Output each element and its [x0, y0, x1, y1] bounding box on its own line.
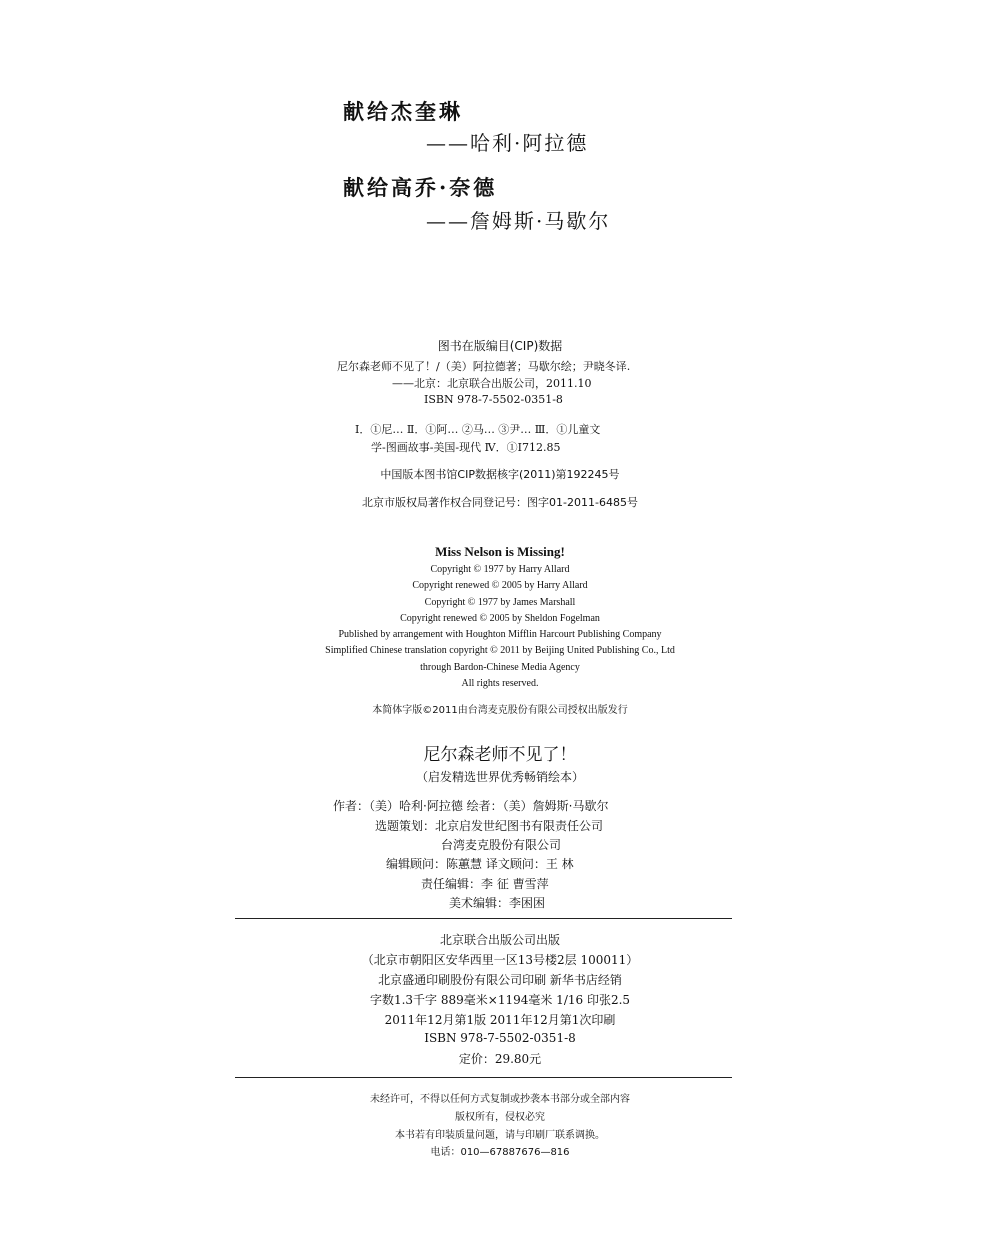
dedication-line-2: 献给高乔·奈德 [343, 175, 498, 200]
credit-line: 台湾麦克股份有限公司 [441, 838, 562, 852]
cip-verification: 中国版本图书馆CIP数据核字(2011)第192245号 [380, 468, 620, 481]
dedication-signature-1: ——哈利·阿拉德 [426, 131, 589, 155]
credit-line: 责任编辑：李 征 曹雪萍 [421, 877, 549, 891]
credit-line: 编辑顾问：陈蕙慧 译文顾问：王 林 [386, 857, 574, 871]
publishing-line: 北京联合出版公司出版 [439, 933, 560, 947]
cip-heading: 图书在版编目(CIP)数据 [437, 339, 563, 353]
english-copyright-line: Copyright renewed © 2005 by Harry Allard [412, 580, 588, 591]
english-copyright-line: Simplified Chinese translation copyright © 2011 by Beijing United Publishing Co., Ltd [325, 645, 675, 656]
notice-line: 本书若有印装质量问题，请与印刷厂联系调换。 [395, 1130, 605, 1141]
notice-line: 版权所有，侵权必究 [455, 1112, 545, 1123]
notice-line: 电话：010—67887676—816 [430, 1147, 570, 1158]
divider [235, 1077, 732, 1078]
publishing-line: 字数1.3千字 889毫米×1194毫米 1/16 印张2.5 [369, 993, 631, 1007]
english-copyright-line: through Bardon-Chinese Media Agency [420, 662, 580, 673]
cip-record-line: ISBN 978-7-5502-0351-8 [424, 393, 563, 406]
english-copyright-line: Copyright renewed © 2005 by Sheldon Fogelman [400, 613, 600, 624]
publishing-line: 北京盛通印刷股份有限公司印刷 新华书店经销 [378, 973, 622, 987]
english-copyright-line: Copyright © 1977 by Harry Allard [430, 564, 570, 575]
publishing-line: （北京市朝阳区安华西里一区13号楼2层 100011） [361, 953, 639, 967]
cip-class-line: 学-图画故事-美国-现代 Ⅳ．①I712.85 [371, 441, 561, 454]
cip-record-line: 尼尔森老师不见了！/（美）阿拉德著；马歇尔绘；尹晓冬译. [337, 360, 631, 373]
english-copyright-line: Copyright © 1977 by James Marshall [424, 597, 576, 608]
publishing-line: 2011年12月第1版 2011年12月第1次印刷 [384, 1013, 616, 1027]
credit-line: 作者：（美）哈利·阿拉德 绘者：（美）詹姆斯·马歇尔 [333, 799, 609, 813]
dedication-signature-2: ——詹姆斯·马歇尔 [426, 209, 611, 233]
license-note: 本简体字版©2011由台湾麦克股份有限公司授权出版发行 [372, 705, 628, 716]
cip-record-line: ——北京：北京联合出版公司，2011.10 [392, 377, 592, 390]
divider [235, 918, 732, 919]
publishing-line: ISBN 978-7-5502-0351-8 [424, 1031, 576, 1045]
credit-line: 选题策划：北京启发世纪图书有限责任公司 [375, 819, 604, 833]
publishing-line: 定价：29.80元 [458, 1052, 542, 1066]
english-title: Miss Nelson is Missing! [435, 544, 565, 559]
cip-class-line: Ⅰ．①尼… Ⅱ．①阿… ②马… ③尹… Ⅲ．①儿童文 [355, 423, 601, 436]
dedication-line-1: 献给杰奎琳 [343, 99, 463, 124]
book-title: 尼尔森老师不见了！ [423, 745, 577, 765]
english-copyright-line: All rights reserved. [461, 678, 539, 689]
notice-line: 未经许可，不得以任何方式复制或抄袭本书部分或全部内容 [370, 1094, 630, 1105]
credit-line: 美术编辑：李困困 [449, 896, 546, 910]
copyright-registration: 北京市版权局著作权合同登记号：图字01-2011-6485号 [362, 496, 638, 509]
book-series: （启发精选世界优秀畅销绘本） [415, 770, 584, 784]
english-copyright-line: Published by arrangement with Houghton Mifflin Harcourt Publishing Company [338, 629, 662, 640]
